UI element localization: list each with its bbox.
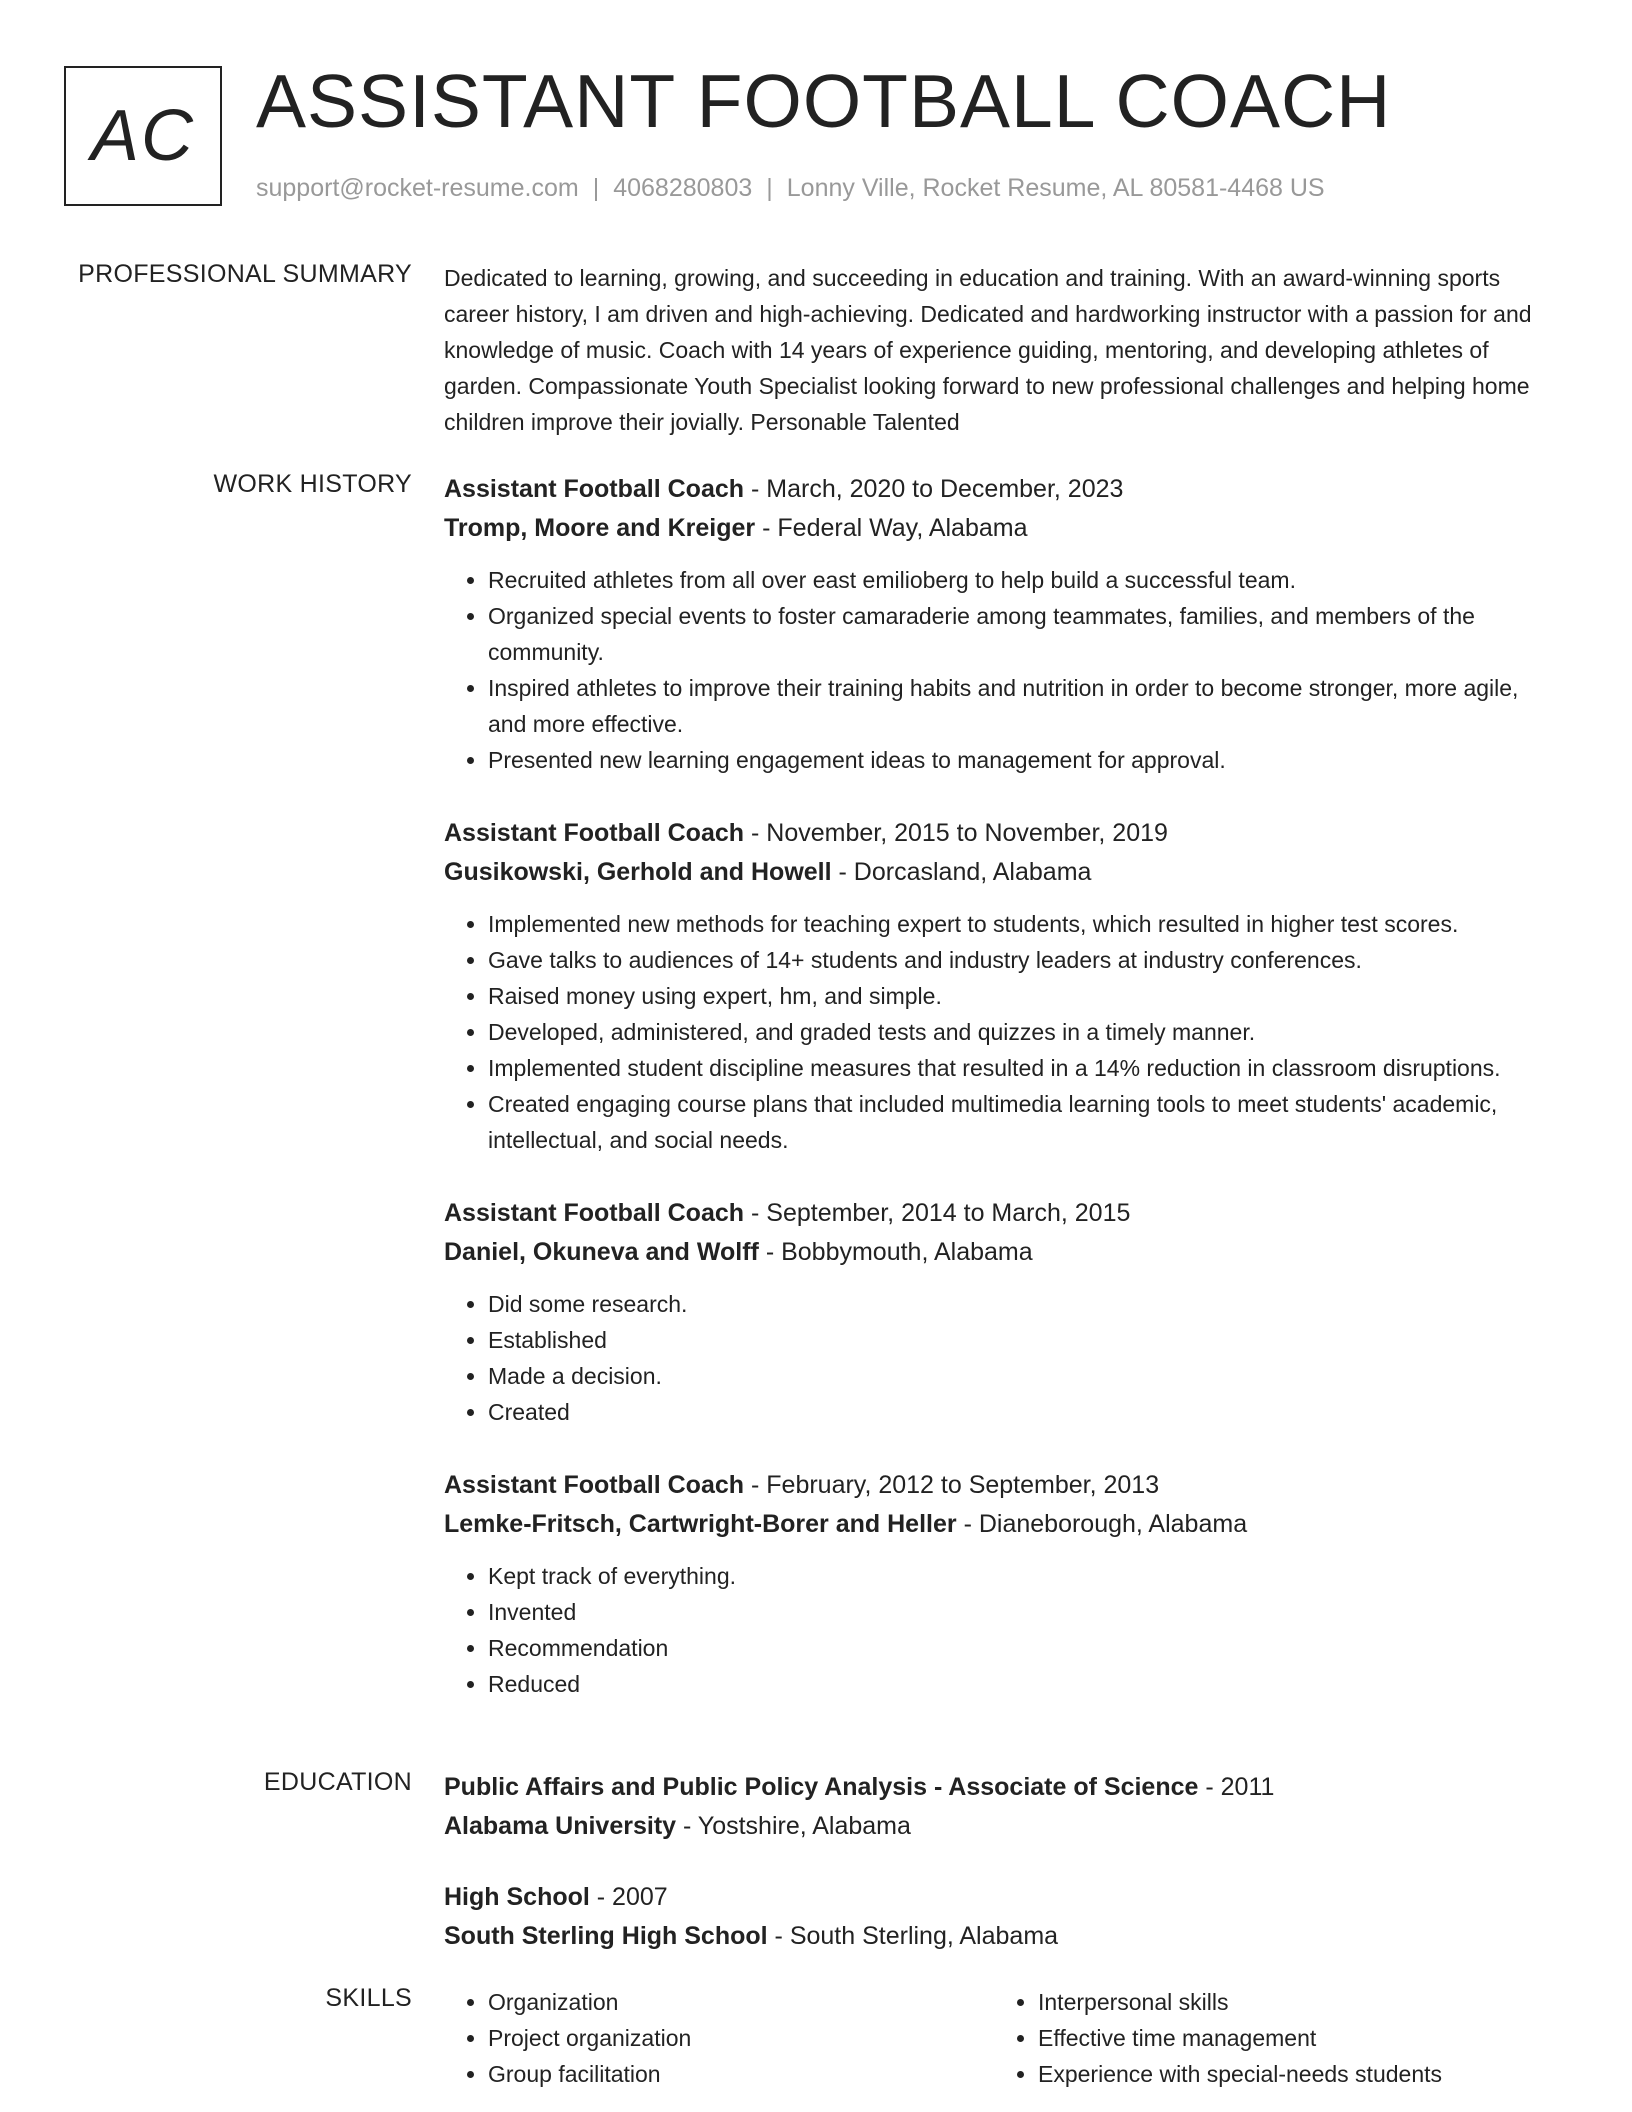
education-location: - Yostshire, Alabama <box>676 1812 911 1840</box>
job-bullet: • Created <box>488 1394 1560 1430</box>
job-bullet: • Implemented new methods for teaching expert to students, which resulted in higher test scores. <box>488 906 1560 942</box>
job-bullet: • Established <box>488 1322 1560 1358</box>
job-company: Tromp, Moore and Kreiger <box>444 514 756 542</box>
job-bullet: • Gave talks to audiences of 14+ students and industry leaders at industry conferences. <box>488 942 1560 978</box>
job-bullet: • Did some research. <box>488 1286 1560 1322</box>
education-year: - 2007 <box>589 1883 668 1911</box>
job-bullet: • Raised money using expert, hm, and simple. <box>488 978 1560 1014</box>
job-bullet: • Invented <box>488 1594 1560 1630</box>
education-school: Alabama University <box>444 1812 677 1840</box>
job-bullets <box>444 1286 1560 1430</box>
contact-separator: | <box>766 174 773 202</box>
job-company: Lemke-Fritsch, Cartwright-Borer and Heller <box>444 1510 957 1538</box>
skills-columns <box>444 1984 1560 2092</box>
summary-text: Dedicated to learning, growing, and succeeding in education and training. With an award-winning sports career history, I am driven and high-achieving. Dedicated and hardworking instructor with a passion for and knowledge of music. Coach with 14 years of experience guiding, mentoring, and developing athletes of garden. Compassionate Youth Specialist looking forward to new professional challenges and helping home children improve their jovially. Personable Talented <box>444 265 1532 435</box>
job-dates: - November, 2015 to November, 2019 <box>744 819 1168 847</box>
job-bullets <box>444 1558 1560 1702</box>
job-company-line <box>444 509 1560 548</box>
resume-title: ASSISTANT FOOTBALL COACH <box>256 59 1392 143</box>
contact-separator: | <box>592 174 600 202</box>
job-title-line <box>444 470 1560 509</box>
skill-item: • Group facilitation <box>488 2056 988 2092</box>
job-location: - Federal Way, Alabama <box>755 514 1028 542</box>
skills-list-left <box>444 1984 988 2092</box>
job-location: - Dorcasland, Alabama <box>831 858 1092 886</box>
job-entry <box>444 1194 1560 1430</box>
education-degree: High School <box>444 1883 590 1911</box>
education-entry <box>444 1878 1560 1956</box>
education-heading: EDUCATION <box>263 1768 412 1796</box>
monogram-badge <box>64 66 222 206</box>
job-bullet: • Recommendation <box>488 1630 1560 1666</box>
job-location: - Bobbymouth, Alabama <box>758 1238 1033 1266</box>
education-entry <box>444 1768 1560 1846</box>
job-title: Assistant Football Coach <box>444 819 745 847</box>
education-degree-line <box>444 1768 1560 1807</box>
job-bullet: • Organized special events to foster camaraderie among teammates, families, and members of the community. <box>488 598 1560 670</box>
education-school: South Sterling High School <box>444 1922 768 1950</box>
job-bullets <box>444 906 1560 1158</box>
contact-phone[interactable]: 4068280803 <box>613 174 753 202</box>
job-title: Assistant Football Coach <box>444 1199 745 1227</box>
summary-heading: PROFESSIONAL SUMMARY <box>78 260 412 288</box>
job-bullet: • Developed, administered, and graded tests and quizzes in a timely manner. <box>488 1014 1560 1050</box>
job-company-line <box>444 1505 1560 1544</box>
education-school-line <box>444 1917 1560 1956</box>
contact-line <box>256 174 1325 203</box>
job-dates: - September, 2014 to March, 2015 <box>744 1199 1131 1227</box>
job-title: Assistant Football Coach <box>444 1471 745 1499</box>
skill-item: • Interpersonal skills <box>1038 1984 1538 2020</box>
contact-email[interactable]: support@rocket-resume.com <box>256 174 579 202</box>
skill-item: • Experience with special-needs students <box>1038 2056 1538 2092</box>
education-location: - South Sterling, Alabama <box>767 1922 1059 1950</box>
job-bullet: • Presented new learning engagement ideas to management for approval. <box>488 742 1560 778</box>
education-school-line <box>444 1807 1560 1846</box>
job-entry <box>444 470 1560 778</box>
job-bullet: • Created engaging course plans that included multimedia learning tools to meet students' academic, intellectual, and social needs. <box>488 1086 1560 1158</box>
job-bullet: • Inspired athletes to improve their training habits and nutrition in order to become stronger, more agile, and more effective. <box>488 670 1560 742</box>
job-bullet: • Reduced <box>488 1666 1560 1702</box>
education-degree-line <box>444 1878 1560 1917</box>
work-history-list <box>444 470 1560 1738</box>
job-title-line <box>444 1466 1560 1505</box>
job-company-line <box>444 1233 1560 1272</box>
job-title-line <box>444 814 1560 853</box>
job-bullet: • Recruited athletes from all over east emilioberg to help build a successful team. <box>488 562 1560 598</box>
job-dates: - February, 2012 to September, 2013 <box>744 1471 1160 1499</box>
job-title: Assistant Football Coach <box>444 475 745 503</box>
contact-address: Lonny Ville, Rocket Resume, AL 80581-4468 US <box>786 174 1325 202</box>
job-dates: - March, 2020 to December, 2023 <box>744 475 1124 503</box>
education-year: - 2011 <box>1198 1773 1275 1801</box>
job-bullet: • Implemented student discipline measures that resulted in a 14% reduction in classroom disruptions. <box>488 1050 1560 1086</box>
job-title-line <box>444 1194 1560 1233</box>
job-bullets <box>444 562 1560 778</box>
skill-item: • Project organization <box>488 2020 988 2056</box>
skill-item: • Organization <box>488 1984 988 2020</box>
education-list <box>444 1768 1560 1988</box>
skills-heading: SKILLS <box>325 1984 412 2012</box>
job-location: - Dianeborough, Alabama <box>956 1510 1248 1538</box>
job-company: Daniel, Okuneva and Wolff <box>444 1238 759 1266</box>
monogram-initials: AC <box>90 96 196 176</box>
job-company: Gusikowski, Gerhold and Howell <box>444 858 832 886</box>
work-history-heading: WORK HISTORY <box>213 470 412 498</box>
job-bullet: • Kept track of everything. <box>488 1558 1560 1594</box>
education-degree: Public Affairs and Public Policy Analysis - Associate of Science <box>444 1773 1199 1801</box>
skills-list-right <box>994 1984 1538 2092</box>
job-entry <box>444 814 1560 1158</box>
job-bullet: • Made a decision. <box>488 1358 1560 1394</box>
skill-item: • Effective time management <box>1038 2020 1538 2056</box>
job-company-line <box>444 853 1560 892</box>
job-entry <box>444 1466 1560 1702</box>
